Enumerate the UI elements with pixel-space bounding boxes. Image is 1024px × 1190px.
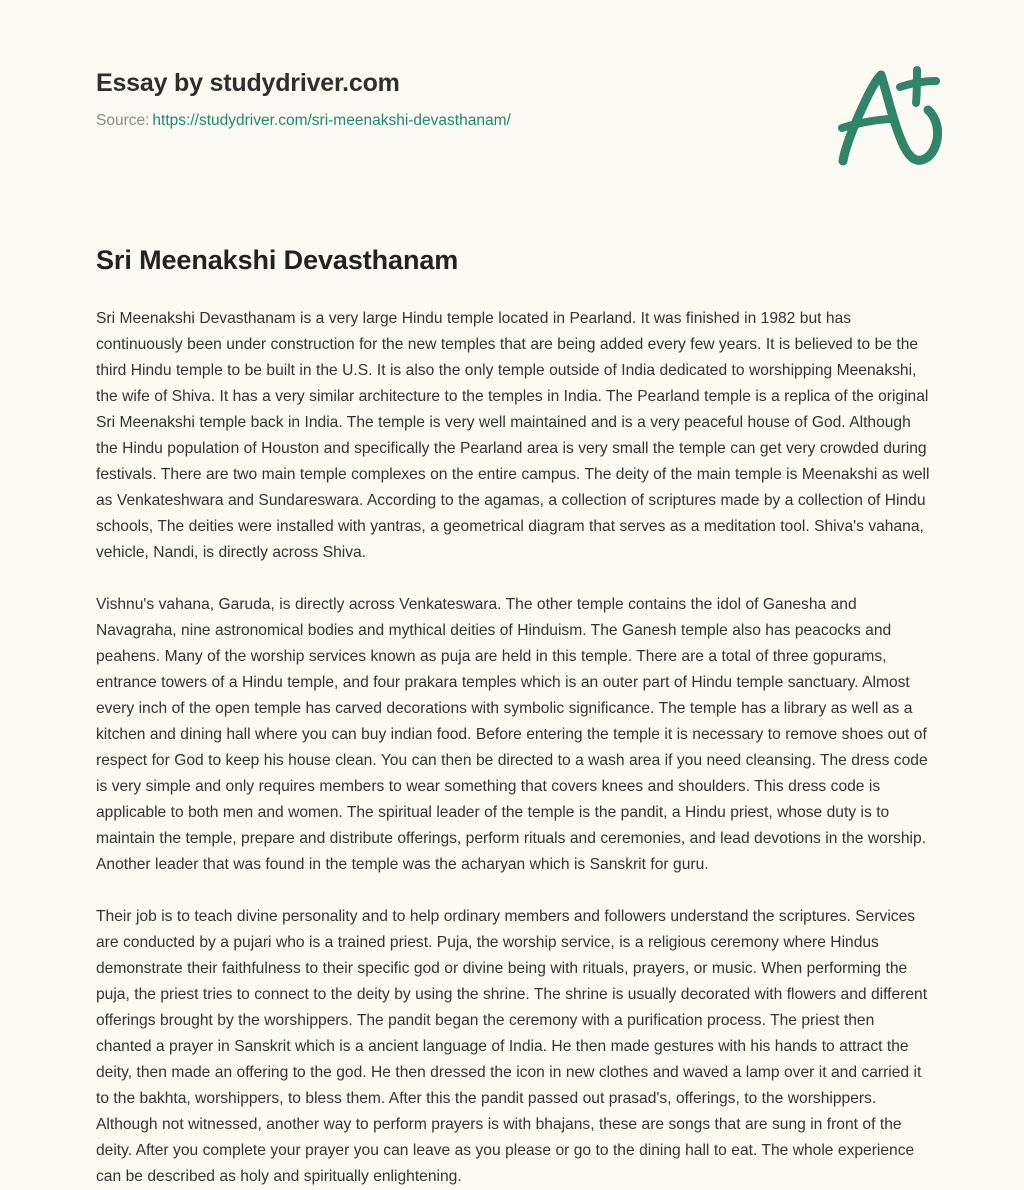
- essay-article: [96, 243, 934, 1190]
- a-plus-logo-svg: [828, 62, 948, 172]
- source-line: [96, 98, 944, 131]
- essay-body: [96, 277, 934, 1190]
- essay-paragraph: Sri Meenakshi Devasthanam is a very large Hindu temple located in Pearland. It was finished in 1982 but has continuously been under construction for the new temples that are being added every few years. It is believed to be the third Hindu temple to be built in the U.S. It is also the only temple outside of India dedicated to worshipping Meenakshi, the wife of Shiva. It has a very similar architecture to the temples in India. The Pearland temple is a replica of the original Sri Meenakshi temple back in India. The temple is very well maintained and is a very peaceful house of God. Although the Hindu population of Houston and specifically the Pearland area is very small the temple can get very crowded during festivals. There are two main temple complexes on the entire campus. The deity of the main temple is Meenakshi as well as Venkateshwara and Sundareswara. According to the agamas, a collection of scriptures made by a collection of Hindu schools, The deities were installed with yantras, a geometrical diagram that serves as a meditation tool. Shiva's vahana, vehicle, Nandi, is directly across Shiva.: [96, 310, 930, 561]
- page-title: Sri Meenakshi Devasthanam: [96, 245, 459, 275]
- essay-paragraph: Their job is to teach divine personality and to help ordinary members and followers understand the scriptures. Services are conducted by a pujari who is a trained priest. Puja, the worship service, is a religious ceremony where Hindus demonstrate their faithfulness to their specific god or divine being with rituals, prayers, or music. When performing the puja, the priest tries to connect to the deity by using the shrine. The shrine is usually decorated with flowers and different offerings brought by the worshippers. The pandit began the ceremony with a purification process. The priest then chanted a prayer in Sanskrit which is a ancient language of India. He then made gestures with his hands to attract the deity, then made an offering to the god. He then dressed the icon in new clothes and waved a lamp over it and carried it to the bakhta, worshippers, to bless them. After this the pandit passed out prasad's, offerings, to the worshippers. Although not witnessed, another way to perform prayers is with bhajans, these are songs that are sung in front of the deity. After you complete your prayer you can leave as you please or go to the dining hall to eat. The whole experience can be described as holy and spiritually enlightening.: [96, 908, 928, 1185]
- source-link[interactable]: https://studydriver.com/sri-meenakshi-devasthanam/: [152, 112, 511, 129]
- source-label: Source:: [96, 112, 150, 129]
- site-header: [96, 68, 944, 178]
- a-plus-logo-icon: [828, 62, 948, 172]
- essay-paragraph: Vishnu's vahana, Garuda, is directly across Venkateswara. The other temple contains the idol of Ganesha and Navagraha, nine astronomical bodies and mythical deities of Hinduism. The Ganesh temple also has peacocks and peahens. Many of the worship services known as puja are held in this temple. There are a total of three gopurams, entrance towers of a Hindu temple, and four prakara temples which is an outer part of Hindu temple sanctuary. Almost every inch of the open temple has carved decorations with symbolic significance. The temple has a library as well as a kitchen and dining hall where you can buy indian food. Before entering the temple it is necessary to remove shoes out of respect for God to keep his house clean. You can then be directed to a wash area if you need cleansing. The dress code is very simple and only requires members to wear something that covers knees and shoulders. This dress code is applicable to both men and women. The spiritual leader of the temple is the pandit, a Hindu priest, whose duty is to maintain the temple, prepare and distribute offerings, perform rituals and ceremonies, and lead devotions in the worship. Another leader that was found in the temple was the acharyan which is Sanskrit for guru.: [96, 596, 928, 873]
- brand-title: Essay by studydriver.com: [96, 69, 400, 97]
